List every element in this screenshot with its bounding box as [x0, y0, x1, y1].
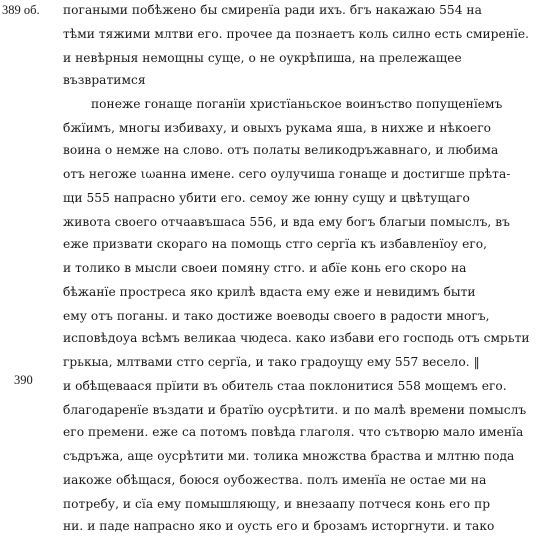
text-line: и толико в мысли своеи помяну стго. и абїе конь его скоро на [63, 261, 467, 275]
text-line: и невѣрныя немощны суще, о не оукрѣпиша, на прележащее [63, 51, 462, 65]
text-line: иакоже обѣщася, боюся оубожества. полъ именїа не остае ми на [63, 473, 487, 487]
text-line: съдръжа, аще оусрѣтити ми. толика множства браства и млтню пода [63, 449, 515, 463]
text-line: и обѣщеваася прїити въ обитель стаа поклонитися 558 мощемъ его. [63, 379, 507, 393]
text-line: благодаренїе въздати и братїю оусрѣтити. и по малѣ времени помыслъ [63, 403, 527, 417]
text-line: его премени. еже са потомъ повѣда глаголя. что сътворю мало именїа [63, 425, 524, 439]
text-line: понеже гонаще поганїи христїаньское воинъство попущенїемъ [91, 97, 503, 111]
text-line: погаными побѣжено бы смиренїа ради ихъ. бгъ накажаю 554 на [63, 3, 482, 17]
text-line: живота своего отчаавъшаса 556, и вда ему богъ благыи помыслъ, въ [63, 215, 510, 229]
text-line: бжїимъ, многы избиваху, и овыхъ рукама яша, в нихже и нѣкоего [63, 121, 492, 135]
text-line: щи 555 напрасно убити его. семоу же юнну сущу и цвѣтущаго [63, 191, 470, 205]
text-line: еже призвати скораго на помощь стго сергїа къ избавленїоу его, [63, 237, 488, 251]
text-line: ему отъ поганы. и тако достиже воеводы своего в радости многъ, [63, 309, 490, 323]
text-line: потребу, и сїа ему помышляющу, и внезаапу потчеся конь его пр [63, 497, 491, 511]
text-line: исповѣдоуа всѣмъ великаа чюдеса. како избави его господь отъ смрьти [63, 331, 530, 345]
folio-ref-390: 390 [14, 373, 33, 387]
text-line: възвратимся [63, 73, 146, 87]
text-line: ни. и паде напрасно яко и оусть его и брозамъ исторгнути. и тако [63, 519, 495, 533]
folio-ref-389: 389 об. [2, 3, 40, 17]
text-line: грькыа, млтвами стго сергїа, и тако градоущу ему 557 весело. ‖ [63, 355, 480, 369]
text-line: воина о немже на слово. отъ полаты великодръжавнаго, и любима [63, 143, 499, 157]
text-line: тѣми тяжими млтви его. прочее да познаетъ коль силно есть смиренїе. [63, 27, 530, 41]
text-line: отъ негоже ιωанна имене. сего оулучиша гонаще и достигше прѣта- [63, 167, 511, 181]
text-line: бѣжанїе простреса яко крилѣ вдаста ему еже и невидимъ быти [63, 285, 476, 299]
